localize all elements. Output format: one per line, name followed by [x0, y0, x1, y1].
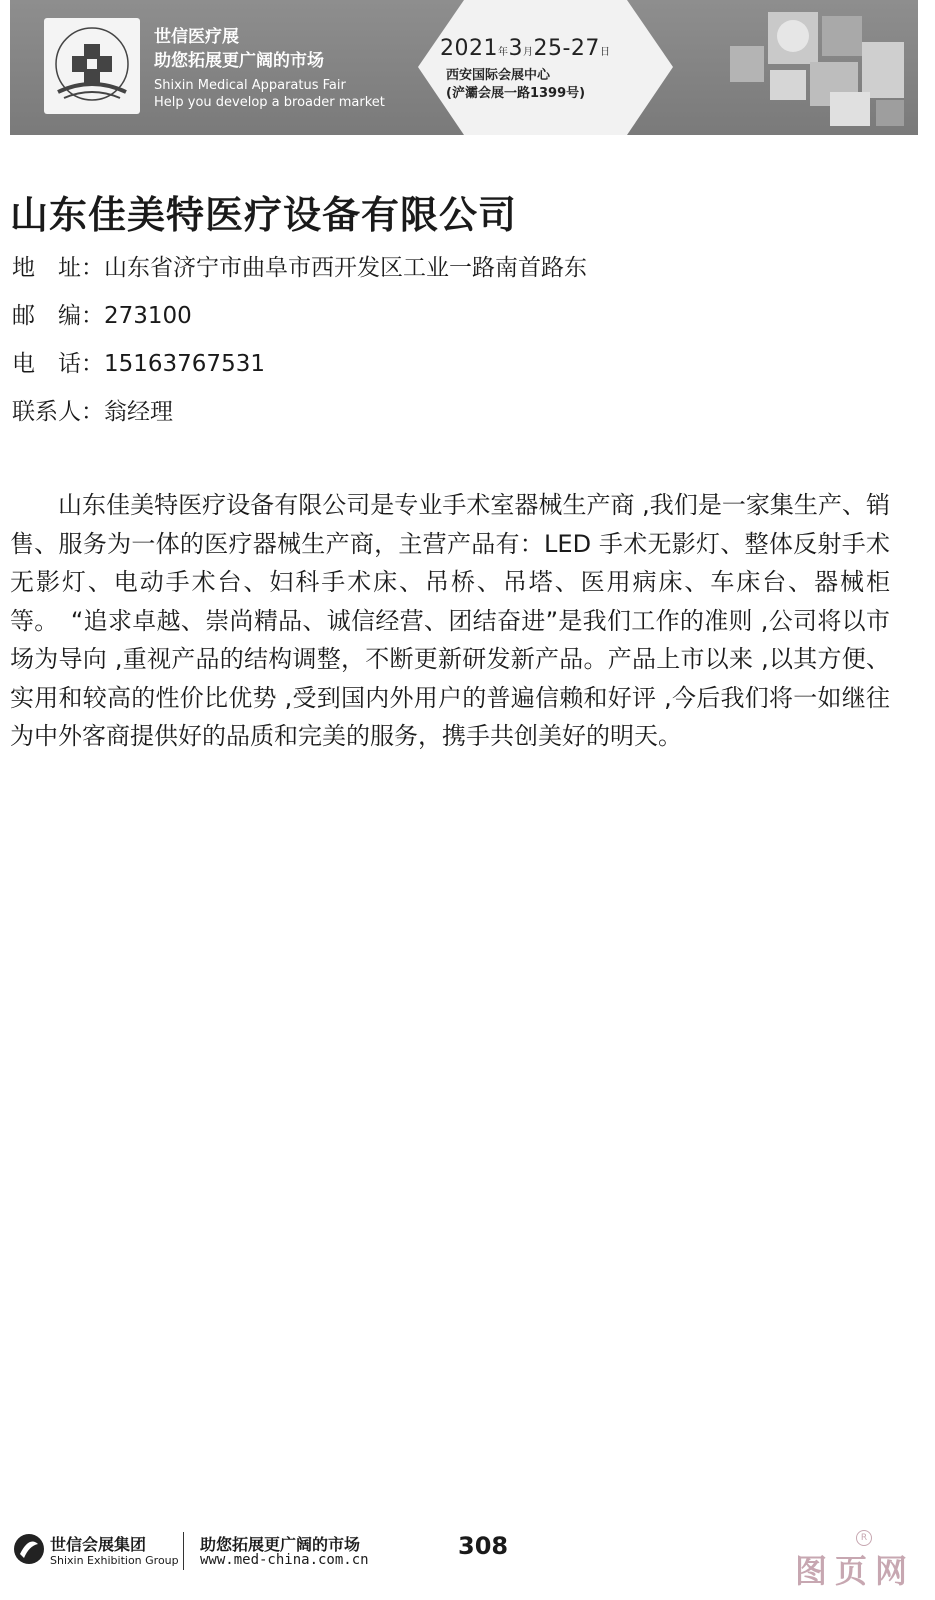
company-name: 山东佳美特医疗设备有限公司: [10, 193, 518, 237]
equipment-photos: [710, 6, 910, 130]
postcode-value: 273100: [104, 303, 192, 329]
fair-venue: 西安国际会展中心: [446, 68, 551, 83]
contact-row: [12, 393, 173, 426]
fair-slogan-cn: 助您拓展更广阔的市场: [154, 51, 324, 71]
phone-row: [12, 345, 265, 378]
group-name-cn: 世信会展集团: [50, 1535, 147, 1554]
footer-divider: [183, 1532, 184, 1570]
registered-mark-icon: R: [856, 1530, 872, 1546]
fair-logo-icon: [44, 18, 140, 114]
contact-value: 翁经理: [104, 399, 173, 425]
postcode-row: [12, 297, 192, 330]
page-footer: [0, 1520, 935, 1600]
fair-date: 2021年3月25-27日: [440, 36, 611, 61]
group-logo-icon: [12, 1532, 46, 1566]
group-name-en: Shixin Exhibition Group: [50, 1554, 179, 1567]
address-row: [12, 249, 587, 282]
fair-banner: [10, 0, 918, 135]
fair-venue-address: (浐灞会展一路1399号): [446, 86, 586, 101]
fair-slogan-en: Help you develop a broader market: [154, 95, 385, 110]
page-number: 308: [458, 1532, 509, 1560]
fair-title-en: Shixin Medical Apparatus Fair: [154, 78, 346, 93]
footer-url: www.med-china.com.cn: [200, 1552, 369, 1568]
phone-value: 15163767531: [104, 351, 265, 377]
address-label: 地 址：: [12, 255, 104, 281]
address-value: 山东省济宁市曲阜市西开发区工业一路南首路东: [104, 255, 587, 281]
watermark-text: 图页网: [795, 1552, 916, 1590]
phone-label: 电 话：: [12, 351, 104, 377]
postcode-label: 邮 编：: [12, 303, 104, 329]
company-description: 山东佳美特医疗设备有限公司是专业手术室器械生产商 ,我们是一家集生产、销售、服务为一体的医疗器械生产商，主营产品有：LED 手术无影灯、整体反射手术无影灯、电动手术台、妇科手术床、吊桥、吊塔、医用病床、车床台、器械柜等。 “追求卓越、崇尚精品、诚信经营、团结奋进”是我们工作的准则 ,公司将以市场为导向 ,重视产品的结构调整，不断更新研发新产品。产品上市以来 ,以其方便、实用和较高的性价比优势 ,受到国内外用户的普遍信赖和好评 ,今后我们将一如继往为中外客商提供好的品质和完美的服务，携手共创美好的明天。: [10, 491, 890, 750]
footer-slogan: 助您拓展更广阔的市场: [200, 1535, 361, 1554]
fair-title-cn: 世信医疗展: [154, 27, 239, 47]
contact-label: 联系人：: [12, 399, 104, 425]
